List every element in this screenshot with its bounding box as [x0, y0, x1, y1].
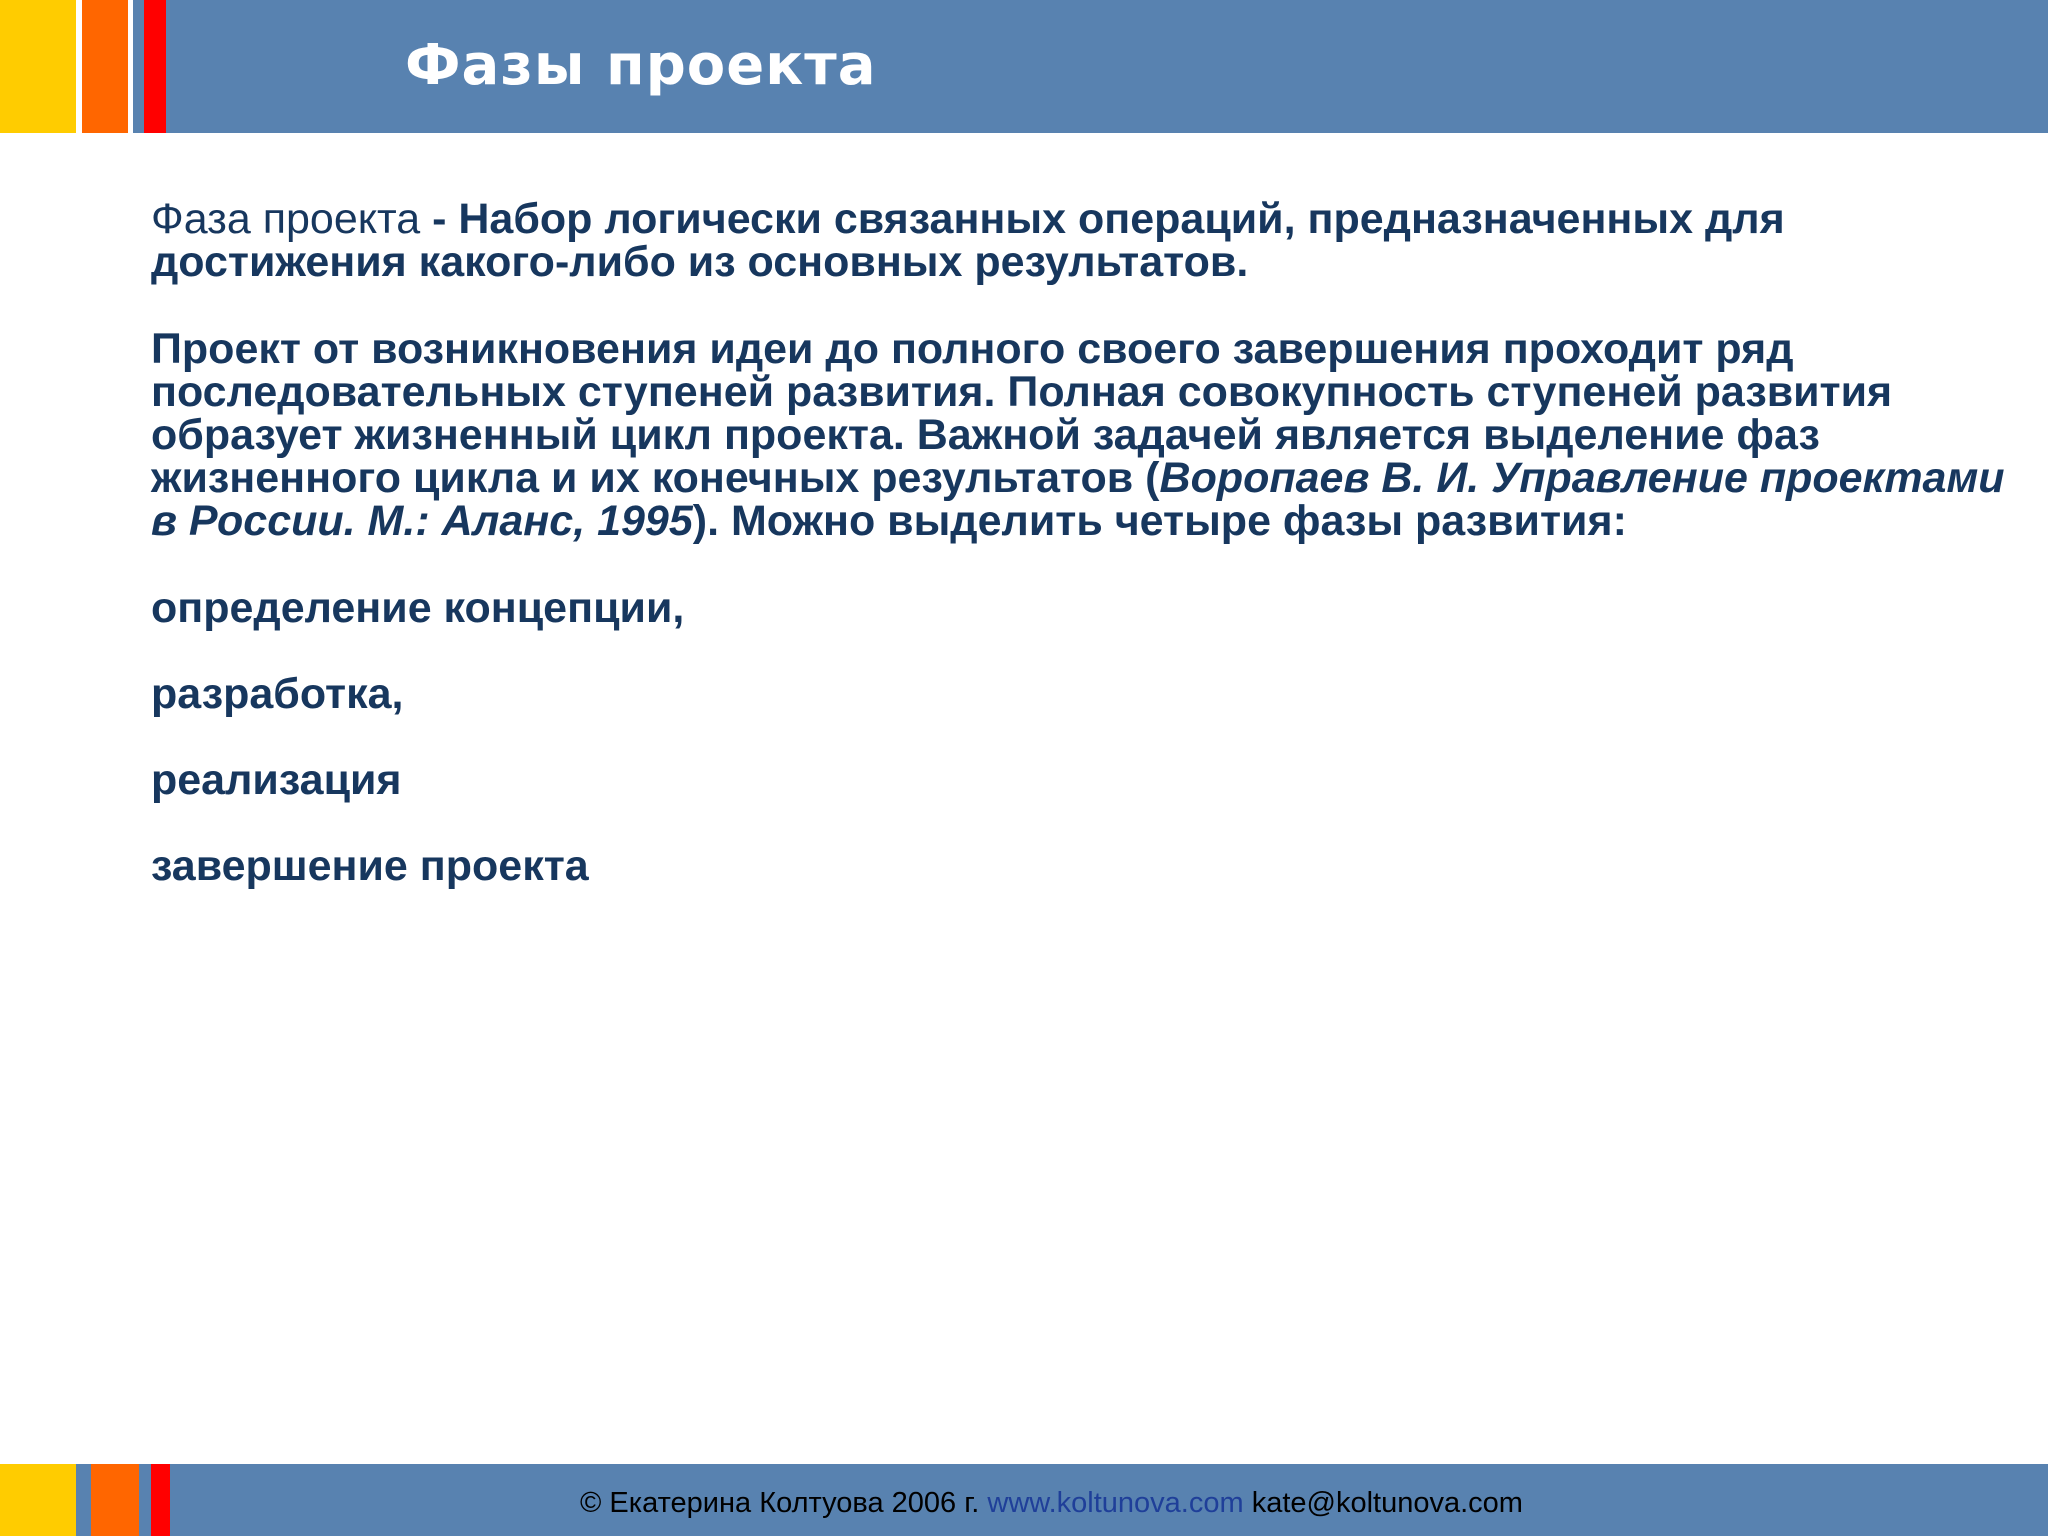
copyright-text: © Екатерина Колтуова 2006 г. [580, 1487, 988, 1519]
phase-item: реализация [151, 756, 402, 804]
phase-item: разработка, [151, 670, 404, 718]
slide-body [151, 195, 2011, 890]
literature-reference: Воропаев В. И. Управление проектами в России. М.: Аланс, 1995 [151, 454, 2005, 545]
accent-stripe-orange [82, 0, 128, 133]
footer-banner [0, 1464, 2048, 1536]
footer-stripe-red [151, 1464, 170, 1536]
email-link[interactable]: kate@koltunova.com [1243, 1487, 1523, 1519]
phase-item: завершение проекта [151, 842, 589, 890]
footer-stripe-gap [139, 1464, 151, 1536]
website-link[interactable]: www.koltunova.com [987, 1487, 1244, 1519]
lifecycle-text-end: ). Можно выделить четыре фазы развития: [692, 497, 1627, 545]
footer-credits [580, 1486, 1523, 1520]
phase-item: определение концепции, [151, 584, 685, 632]
header-banner [0, 0, 2048, 133]
lifecycle-text: Проект от возникновения идеи до полного своего завершения проходит ряд последовательных ступеней развития. Полная совокупность ступеней развития образует жизненный цикл проекта. Важной задачей является выделение фаз жизненного цикла и их конечных результатов ( [151, 325, 1893, 502]
accent-stripe-yellow [0, 0, 76, 133]
slide-title: Фазы проекта [405, 33, 877, 98]
definition-text: - Набор логически связанных операций, предназначенных для достижения какого-либо из основных результатов. [151, 195, 1785, 286]
footer-stripe-gap [76, 1464, 91, 1536]
footer-stripe-yellow [0, 1464, 76, 1536]
accent-stripe-red [144, 0, 166, 133]
definition-term: Фаза проекта [151, 195, 421, 243]
footer-stripe-orange [91, 1464, 139, 1536]
definition-paragraph [151, 195, 2011, 286]
lifecycle-paragraph [151, 325, 2011, 545]
accent-stripe-blue [133, 0, 141, 133]
